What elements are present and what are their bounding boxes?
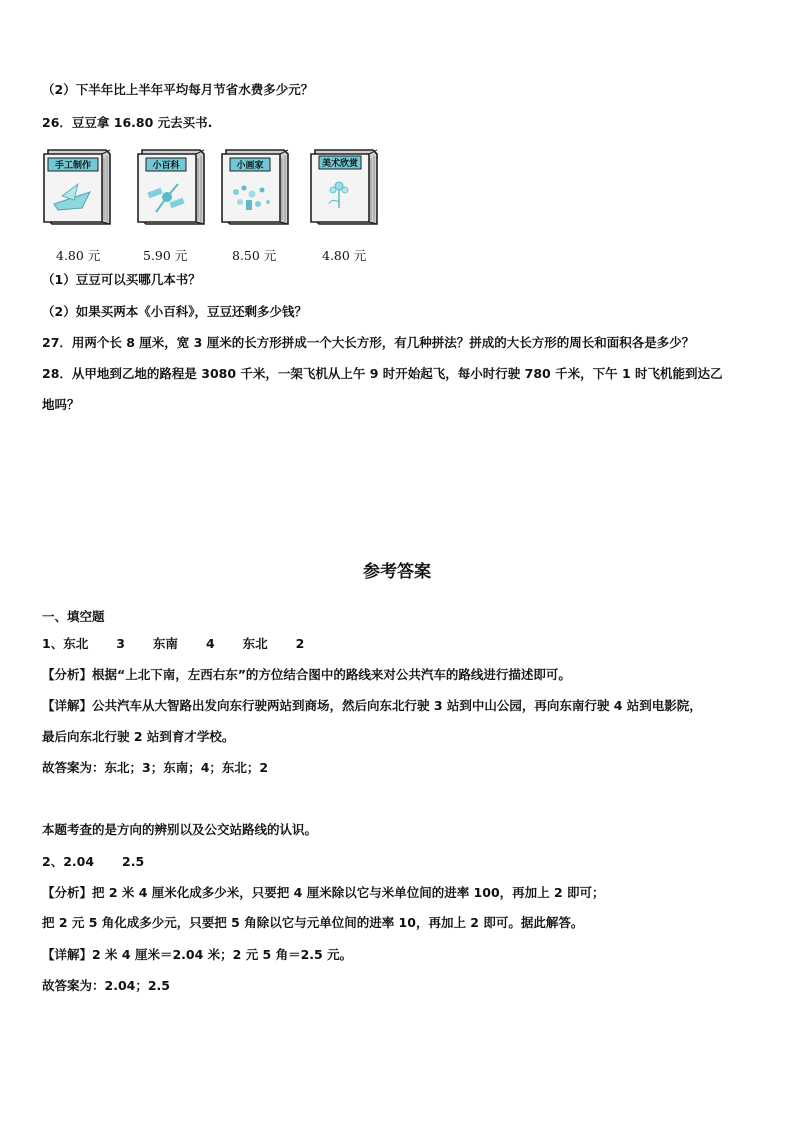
answer-1-values [42, 636, 304, 652]
book-price: 4.80 元 [56, 248, 101, 263]
q26-sub2: （2）如果买两本《小百科》，豆豆还剩多少钱？ [42, 304, 307, 319]
book-title: 小画家 [236, 161, 264, 171]
answer-1-detail-line1: 【详解】公共汽车从大智路出发向东行驶两站到商场，然后向东北行驶 3 站到中山公园，再向东南行驶 4 站到电影院， [42, 698, 702, 713]
book-handcraft [40, 146, 112, 228]
book-painter [218, 146, 290, 228]
answer-value: 东北 [63, 636, 89, 651]
answer-2-analysis-line1: 【分析】把 2 米 4 厘米化成多少米，只要把 4 厘米除以它与米单位间的进率 100，再加上 2 即可； [42, 885, 605, 900]
answer-1-detail-line2: 最后向东北行驶 2 站到育才学校。 [42, 729, 235, 744]
book-title: 美术欣赏 [321, 159, 359, 169]
answer-1-conclusion: 故答案为：东北；3；东南；4；东北；2 [42, 760, 269, 775]
answer-value: 东南 [152, 636, 178, 651]
q27: 27．用两个长 8 厘米，宽 3 厘米的长方形拼成一个大长方形，有几种拼法？拼成的大长方形的周长和面积各是多少？ [42, 335, 695, 350]
book-price: 4.80 元 [322, 248, 367, 263]
answer-value: 2.04 [63, 854, 95, 869]
section-fill-blank: 一、填空题 [42, 609, 105, 624]
answer-value: 2.5 [122, 854, 145, 869]
book-price: 5.90 元 [143, 248, 188, 263]
answer-2-conclusion: 故答案为：2.04；2.5 [42, 978, 170, 993]
q26-stem: 26．豆豆拿 16.80 元去买书. [42, 115, 213, 130]
answer-2-analysis-line2: 把 2 元 5 角化成多少元，只要把 5 角除以它与元单位间的进率 10，再加上 2 即可。据此解答。 [42, 915, 584, 930]
answer-label: 2、 [42, 854, 64, 869]
answer-value: 2 [295, 636, 305, 651]
answer-value: 4 [205, 636, 215, 651]
book-title: 小百科 [152, 161, 180, 171]
answer-value: 3 [116, 636, 125, 651]
answer-2-values [42, 854, 144, 870]
answer-1-analysis: 【分析】根据“上北下南，左西右东”的方位结合图中的路线来对公共汽车的路线进行描述即可。 [42, 667, 571, 682]
answer-2-detail: 【详解】2 米 4 厘米＝2.04 米；2 元 5 角＝2.5 元。 [42, 947, 353, 962]
book-title: 手工制作 [54, 161, 92, 171]
q28-line1: 28．从甲地到乙地的路程是 3080 千米，一架飞机从上午 9 时开始起飞，每小时行驶 780 千米，下午 1 时飞机能到达乙 [42, 366, 723, 381]
book-price: 8.50 元 [232, 248, 277, 263]
book-encyclopedia [134, 146, 206, 228]
q28-line2: 地吗？ [42, 397, 80, 412]
answer-value: 东北 [242, 636, 268, 651]
q26-sub1: （1）豆豆可以买哪几本书？ [42, 272, 201, 287]
book-art-appreciation [307, 146, 379, 228]
answer-1-note: 本题考查的是方向的辨别以及公交站路线的认识。 [42, 822, 318, 837]
answer-label: 1、 [42, 636, 64, 651]
q25-sub2: （2）下半年比上半年平均每月节省水费多少元？ [42, 82, 314, 97]
answers-title: 参考答案 [363, 562, 431, 582]
